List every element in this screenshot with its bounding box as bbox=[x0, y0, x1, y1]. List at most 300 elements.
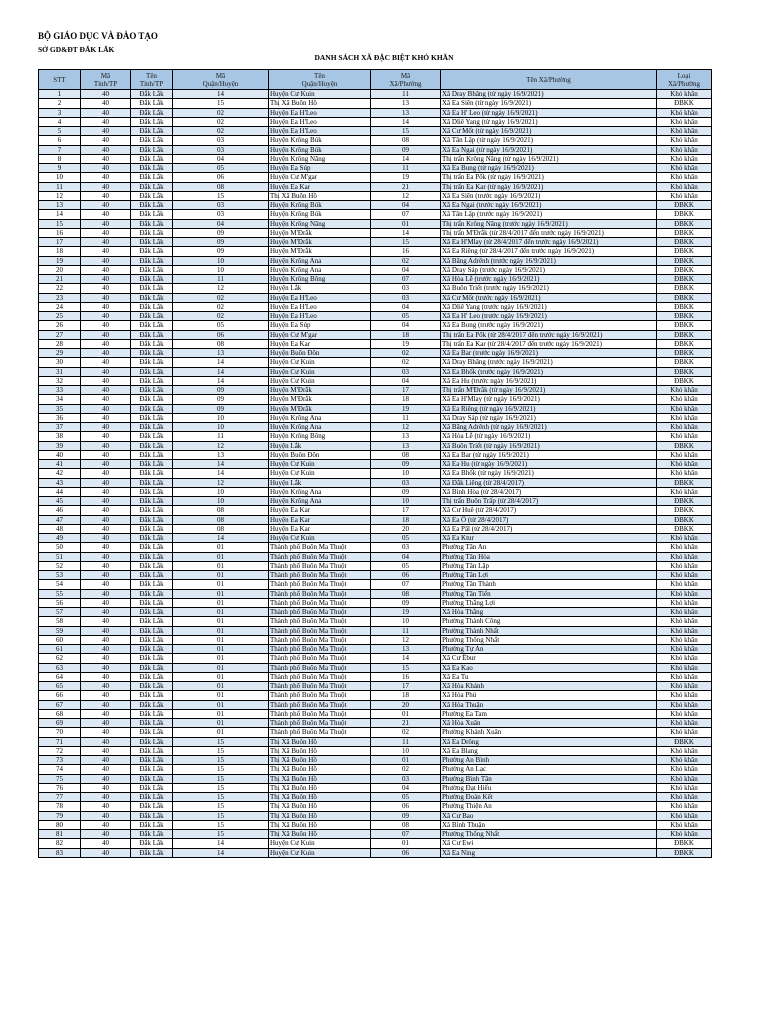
cell-district-name: Thị Xã Buôn Hồ bbox=[269, 737, 371, 746]
cell-district-name: Huyện M'Đrắk bbox=[269, 395, 371, 404]
cell-district-name: Thành phố Buôn Ma Thuột bbox=[269, 543, 371, 552]
cell-province-code: 40 bbox=[81, 830, 131, 839]
cell-province-code: 40 bbox=[81, 515, 131, 524]
cell-district-code: 04 bbox=[173, 154, 269, 163]
table-row bbox=[39, 321, 712, 330]
cell-district-name: Huyện Ea H'Leo bbox=[269, 302, 371, 311]
cell-province-code: 40 bbox=[81, 793, 131, 802]
table-row bbox=[39, 404, 712, 413]
cell-province-name: Đắk Lắk bbox=[131, 450, 173, 459]
cell-district-name: Huyện Krông Năng bbox=[269, 219, 371, 228]
table-row bbox=[39, 293, 712, 302]
table-row bbox=[39, 524, 712, 533]
cell-commune-type: Khó khăn bbox=[657, 487, 712, 496]
cell-stt: 27 bbox=[39, 330, 81, 339]
cell-commune-type: Khó khăn bbox=[657, 645, 712, 654]
cell-commune-type: Khó khăn bbox=[657, 432, 712, 441]
cell-commune-name: Phường Tân Tiến bbox=[441, 589, 657, 598]
cell-district-name: Huyện Ea Súp bbox=[269, 321, 371, 330]
table-row bbox=[39, 238, 712, 247]
table-row bbox=[39, 654, 712, 663]
cell-district-code: 11 bbox=[173, 432, 269, 441]
cell-district-name: Huyện M'Đrắk bbox=[269, 386, 371, 395]
cell-commune-type: Khó khăn bbox=[657, 534, 712, 543]
cell-province-name: Đắk Lắk bbox=[131, 737, 173, 746]
cell-commune-code: 07 bbox=[371, 580, 441, 589]
cell-stt: 21 bbox=[39, 275, 81, 284]
column-header-stt bbox=[39, 70, 81, 90]
cell-district-code: 01 bbox=[173, 700, 269, 709]
table-row bbox=[39, 552, 712, 561]
table-row bbox=[39, 626, 712, 635]
cell-stt: 57 bbox=[39, 608, 81, 617]
cell-commune-type: Khó khăn bbox=[657, 589, 712, 598]
cell-stt: 8 bbox=[39, 154, 81, 163]
cell-commune-name: Xã Hòa Lễ (trước ngày 16/9/2021) bbox=[441, 275, 657, 284]
table-row bbox=[39, 691, 712, 700]
cell-province-name: Đắk Lắk bbox=[131, 228, 173, 237]
column-header-line2: Xã/Phường bbox=[668, 79, 700, 88]
cell-stt: 33 bbox=[39, 386, 81, 395]
table-row bbox=[39, 598, 712, 607]
cell-province-code: 40 bbox=[81, 154, 131, 163]
cell-province-code: 40 bbox=[81, 478, 131, 487]
cell-district-name: Huyện Cư Kuin bbox=[269, 469, 371, 478]
cell-province-code: 40 bbox=[81, 432, 131, 441]
cell-commune-code: 06 bbox=[371, 571, 441, 580]
cell-stt: 79 bbox=[39, 811, 81, 820]
cell-commune-code: 17 bbox=[371, 506, 441, 515]
cell-district-name: Huyện Cư Kuin bbox=[269, 534, 371, 543]
cell-commune-code: 10 bbox=[371, 469, 441, 478]
cell-commune-name: Xã Cư Ewi bbox=[441, 839, 657, 848]
cell-province-code: 40 bbox=[81, 90, 131, 99]
cell-commune-code: 02 bbox=[371, 256, 441, 265]
cell-stt: 22 bbox=[39, 284, 81, 293]
table-row bbox=[39, 349, 712, 358]
cell-province-code: 40 bbox=[81, 709, 131, 718]
cell-province-code: 40 bbox=[81, 321, 131, 330]
cell-district-name: Thành phố Buôn Ma Thuột bbox=[269, 663, 371, 672]
cell-district-name: Thị Xã Buôn Hồ bbox=[269, 830, 371, 839]
cell-commune-name: Xã Cư Huê (từ 28/4/2017) bbox=[441, 506, 657, 515]
cell-district-code: 01 bbox=[173, 543, 269, 552]
cell-province-name: Đắk Lắk bbox=[131, 663, 173, 672]
table-row bbox=[39, 284, 712, 293]
cell-stt: 41 bbox=[39, 460, 81, 469]
cell-district-code: 15 bbox=[173, 191, 269, 200]
cell-district-name: Thị Xã Buôn Hồ bbox=[269, 756, 371, 765]
column-header-district-name bbox=[269, 70, 371, 90]
cell-commune-code: 19 bbox=[371, 404, 441, 413]
table-row bbox=[39, 247, 712, 256]
cell-province-code: 40 bbox=[81, 524, 131, 533]
cell-commune-code: 10 bbox=[371, 497, 441, 506]
cell-district-code: 10 bbox=[173, 256, 269, 265]
cell-commune-name: Xã Ea Siên (trước ngày 16/9/2021) bbox=[441, 191, 657, 200]
cell-stt: 73 bbox=[39, 756, 81, 765]
column-header-line2: Xã/Phường bbox=[389, 79, 422, 88]
cell-province-name: Đắk Lắk bbox=[131, 127, 173, 136]
cell-province-code: 40 bbox=[81, 376, 131, 385]
cell-commune-code: 10 bbox=[371, 746, 441, 755]
cell-province-name: Đắk Lắk bbox=[131, 210, 173, 219]
cell-commune-name: Xã Cư Bao bbox=[441, 811, 657, 820]
cell-province-code: 40 bbox=[81, 626, 131, 635]
cell-district-name: Thành phố Buôn Ma Thuột bbox=[269, 719, 371, 728]
cell-province-code: 40 bbox=[81, 645, 131, 654]
cell-province-code: 40 bbox=[81, 404, 131, 413]
cell-commune-code: 14 bbox=[371, 654, 441, 663]
cell-commune-type: Khó khăn bbox=[657, 561, 712, 570]
cell-district-name: Thị Xã Buôn Hồ bbox=[269, 99, 371, 108]
cell-commune-type: ĐBKK bbox=[657, 376, 712, 385]
cell-commune-code: 03 bbox=[371, 293, 441, 302]
cell-commune-name: Thị trấn M'Đrắk (từ ngày 16/9/2021) bbox=[441, 386, 657, 395]
cell-stt: 65 bbox=[39, 682, 81, 691]
cell-district-name: Thị Xã Buôn Hồ bbox=[269, 811, 371, 820]
cell-province-name: Đắk Lắk bbox=[131, 219, 173, 228]
cell-stt: 39 bbox=[39, 441, 81, 450]
cell-commune-type: ĐBKK bbox=[657, 848, 712, 857]
cell-commune-name: Xã Ea Ning bbox=[441, 848, 657, 857]
cell-commune-name: Phường Thiện An bbox=[441, 802, 657, 811]
cell-commune-name: Xã Ea Bar (trước ngày 16/9/2021) bbox=[441, 349, 657, 358]
cell-stt: 9 bbox=[39, 164, 81, 173]
cell-province-name: Đắk Lắk bbox=[131, 108, 173, 117]
cell-province-code: 40 bbox=[81, 802, 131, 811]
cell-district-code: 02 bbox=[173, 127, 269, 136]
cell-stt: 37 bbox=[39, 423, 81, 432]
cell-commune-code: 21 bbox=[371, 719, 441, 728]
cell-province-name: Đắk Lắk bbox=[131, 543, 173, 552]
cell-district-code: 02 bbox=[173, 108, 269, 117]
cell-commune-type: ĐBKK bbox=[657, 497, 712, 506]
table-row bbox=[39, 830, 712, 839]
cell-stt: 46 bbox=[39, 506, 81, 515]
cell-province-name: Đắk Lắk bbox=[131, 793, 173, 802]
cell-province-name: Đắk Lắk bbox=[131, 848, 173, 857]
cell-district-code: 01 bbox=[173, 663, 269, 672]
cell-commune-name: Xã Hòa Phú bbox=[441, 691, 657, 700]
cell-province-name: Đắk Lắk bbox=[131, 367, 173, 376]
cell-district-name: Huyện Krông Bông bbox=[269, 275, 371, 284]
cell-commune-name: Xã Dray Bhăng (từ ngày 16/9/2021) bbox=[441, 90, 657, 99]
cell-district-name: Huyện Krông Ana bbox=[269, 497, 371, 506]
column-header-commune-code bbox=[371, 70, 441, 90]
cell-province-name: Đắk Lắk bbox=[131, 201, 173, 210]
cell-district-code: 14 bbox=[173, 534, 269, 543]
table-row bbox=[39, 487, 712, 496]
cell-province-name: Đắk Lắk bbox=[131, 173, 173, 182]
cell-province-name: Đắk Lắk bbox=[131, 136, 173, 145]
column-header-commune-type bbox=[657, 70, 712, 90]
cell-province-code: 40 bbox=[81, 395, 131, 404]
cell-district-name: Huyện M'Đrắk bbox=[269, 247, 371, 256]
cell-commune-name: Thị trấn M'Đrắk (từ 28/4/2017 đến trước ngày 16/9/2021) bbox=[441, 228, 657, 237]
cell-province-code: 40 bbox=[81, 756, 131, 765]
cell-province-code: 40 bbox=[81, 173, 131, 182]
cell-commune-type: Khó khăn bbox=[657, 719, 712, 728]
cell-stt: 5 bbox=[39, 127, 81, 136]
cell-province-code: 40 bbox=[81, 765, 131, 774]
cell-district-code: 15 bbox=[173, 811, 269, 820]
cell-commune-name: Thị trấn Ea Pốk (từ ngày 16/9/2021) bbox=[441, 173, 657, 182]
cell-district-name: Huyện Krông Búk bbox=[269, 210, 371, 219]
cell-district-code: 15 bbox=[173, 756, 269, 765]
cell-commune-code: 02 bbox=[371, 358, 441, 367]
table-row bbox=[39, 386, 712, 395]
table-row bbox=[39, 561, 712, 570]
cell-commune-code: 09 bbox=[371, 487, 441, 496]
table-row bbox=[39, 515, 712, 524]
cell-district-code: 14 bbox=[173, 376, 269, 385]
cell-province-code: 40 bbox=[81, 413, 131, 422]
table-row bbox=[39, 497, 712, 506]
column-header-line1: Tên bbox=[314, 71, 325, 80]
cell-province-code: 40 bbox=[81, 608, 131, 617]
cell-stt: 4 bbox=[39, 117, 81, 126]
cell-commune-code: 07 bbox=[371, 210, 441, 219]
cell-district-name: Thị Xã Buôn Hồ bbox=[269, 774, 371, 783]
cell-commune-name: Phường Tân Lập bbox=[441, 561, 657, 570]
column-header-province-name bbox=[131, 70, 173, 90]
cell-district-name: Thành phố Buôn Ma Thuột bbox=[269, 691, 371, 700]
cell-stt: 81 bbox=[39, 830, 81, 839]
cell-province-name: Đắk Lắk bbox=[131, 404, 173, 413]
cell-commune-code: 15 bbox=[371, 127, 441, 136]
cell-province-code: 40 bbox=[81, 182, 131, 191]
cell-province-code: 40 bbox=[81, 293, 131, 302]
column-header-line1: Mã bbox=[400, 71, 411, 80]
cell-province-name: Đắk Lắk bbox=[131, 682, 173, 691]
cell-province-code: 40 bbox=[81, 312, 131, 321]
cell-commune-type: Khó khăn bbox=[657, 830, 712, 839]
cell-commune-type: Khó khăn bbox=[657, 450, 712, 459]
column-header-line1: Mã bbox=[215, 71, 226, 80]
table-row bbox=[39, 469, 712, 478]
cell-commune-name: Phường Đoàn Kết bbox=[441, 793, 657, 802]
cell-district-code: 05 bbox=[173, 321, 269, 330]
cell-province-name: Đắk Lắk bbox=[131, 321, 173, 330]
cell-commune-code: 21 bbox=[371, 182, 441, 191]
cell-district-name: Huyện Ea H'Leo bbox=[269, 127, 371, 136]
cell-commune-type: Khó khăn bbox=[657, 395, 712, 404]
cell-commune-code: 14 bbox=[371, 117, 441, 126]
cell-province-name: Đắk Lắk bbox=[131, 534, 173, 543]
cell-commune-type: Khó khăn bbox=[657, 543, 712, 552]
cell-district-code: 10 bbox=[173, 413, 269, 422]
cell-district-code: 03 bbox=[173, 145, 269, 154]
cell-commune-type: ĐBKK bbox=[657, 524, 712, 533]
cell-province-code: 40 bbox=[81, 719, 131, 728]
cell-stt: 51 bbox=[39, 552, 81, 561]
table-row bbox=[39, 765, 712, 774]
cell-province-code: 40 bbox=[81, 534, 131, 543]
column-header-line1: Loại bbox=[677, 71, 691, 80]
table-row bbox=[39, 617, 712, 626]
cell-commune-type: Khó khăn bbox=[657, 173, 712, 182]
cell-province-name: Đắk Lắk bbox=[131, 598, 173, 607]
cell-province-name: Đắk Lắk bbox=[131, 117, 173, 126]
cell-commune-name: Xã Buôn Triết (trước ngày 16/9/2021) bbox=[441, 284, 657, 293]
cell-province-code: 40 bbox=[81, 386, 131, 395]
cell-district-name: Huyện Krông Búk bbox=[269, 145, 371, 154]
cell-commune-type: Khó khăn bbox=[657, 811, 712, 820]
cell-commune-type: Khó khăn bbox=[657, 127, 712, 136]
cell-province-code: 40 bbox=[81, 848, 131, 857]
cell-district-code: 08 bbox=[173, 515, 269, 524]
table-body bbox=[39, 90, 712, 858]
cell-province-code: 40 bbox=[81, 728, 131, 737]
cell-province-name: Đắk Lắk bbox=[131, 284, 173, 293]
cell-stt: 64 bbox=[39, 672, 81, 681]
cell-commune-name: Phường Tự An bbox=[441, 645, 657, 654]
table-row bbox=[39, 108, 712, 117]
cell-commune-name: Phường Khánh Xuân bbox=[441, 728, 657, 737]
cell-commune-code: 06 bbox=[371, 848, 441, 857]
cell-province-name: Đắk Lắk bbox=[131, 386, 173, 395]
cell-commune-type: Khó khăn bbox=[657, 552, 712, 561]
cell-stt: 30 bbox=[39, 358, 81, 367]
cell-province-name: Đắk Lắk bbox=[131, 99, 173, 108]
cell-stt: 66 bbox=[39, 691, 81, 700]
cell-stt: 75 bbox=[39, 774, 81, 783]
cell-province-name: Đắk Lắk bbox=[131, 432, 173, 441]
cell-commune-type: Khó khăn bbox=[657, 783, 712, 792]
cell-district-code: 12 bbox=[173, 441, 269, 450]
cell-commune-type: Khó khăn bbox=[657, 164, 712, 173]
cell-district-name: Huyện Krông Búk bbox=[269, 201, 371, 210]
cell-stt: 54 bbox=[39, 580, 81, 589]
cell-province-code: 40 bbox=[81, 811, 131, 820]
cell-province-code: 40 bbox=[81, 450, 131, 459]
cell-province-code: 40 bbox=[81, 589, 131, 598]
cell-district-code: 01 bbox=[173, 645, 269, 654]
cell-district-code: 01 bbox=[173, 589, 269, 598]
table-row bbox=[39, 543, 712, 552]
cell-commune-type: Khó khăn bbox=[657, 802, 712, 811]
table-row bbox=[39, 811, 712, 820]
cell-stt: 36 bbox=[39, 413, 81, 422]
cell-commune-code: 12 bbox=[371, 423, 441, 432]
cell-province-name: Đắk Lắk bbox=[131, 709, 173, 718]
cell-commune-name: Xã Ea Bung (từ ngày 16/9/2021) bbox=[441, 164, 657, 173]
column-header-line2: Quận/Huyện bbox=[301, 79, 338, 88]
table-row bbox=[39, 275, 712, 284]
cell-district-name: Huyện M'Đrắk bbox=[269, 238, 371, 247]
cell-province-name: Đắk Lắk bbox=[131, 728, 173, 737]
cell-district-name: Thành phố Buôn Ma Thuột bbox=[269, 626, 371, 635]
cell-stt: 32 bbox=[39, 376, 81, 385]
table-row bbox=[39, 672, 712, 681]
cell-commune-type: ĐBKK bbox=[657, 99, 712, 108]
table-row bbox=[39, 746, 712, 755]
cell-province-code: 40 bbox=[81, 247, 131, 256]
cell-commune-type: Khó khăn bbox=[657, 386, 712, 395]
cell-province-code: 40 bbox=[81, 552, 131, 561]
cell-commune-code: 04 bbox=[371, 201, 441, 210]
cell-province-name: Đắk Lắk bbox=[131, 441, 173, 450]
cell-district-code: 14 bbox=[173, 469, 269, 478]
cell-district-code: 01 bbox=[173, 552, 269, 561]
cell-province-code: 40 bbox=[81, 839, 131, 848]
cell-commune-code: 04 bbox=[371, 783, 441, 792]
cell-district-name: Huyện Cư Kuin bbox=[269, 90, 371, 99]
cell-province-code: 40 bbox=[81, 99, 131, 108]
cell-province-code: 40 bbox=[81, 136, 131, 145]
cell-commune-name: Xã Ea Hu (trước ngày 16/9/2021) bbox=[441, 376, 657, 385]
cell-stt: 59 bbox=[39, 626, 81, 635]
cell-commune-type: Khó khăn bbox=[657, 700, 712, 709]
cell-stt: 56 bbox=[39, 598, 81, 607]
table-row bbox=[39, 117, 712, 126]
table-row bbox=[39, 173, 712, 182]
cell-commune-type: ĐBKK bbox=[657, 219, 712, 228]
cell-commune-type: ĐBKK bbox=[657, 506, 712, 515]
cell-commune-name: Xã Ea H' Leo (từ ngày 16/9/2021) bbox=[441, 108, 657, 117]
table-row bbox=[39, 376, 712, 385]
cell-commune-name: Xã Hòa Lễ (từ ngày 16/9/2021) bbox=[441, 432, 657, 441]
cell-district-name: Huyện Ea H'Leo bbox=[269, 117, 371, 126]
cell-commune-code: 15 bbox=[371, 238, 441, 247]
cell-district-code: 02 bbox=[173, 117, 269, 126]
cell-province-name: Đắk Lắk bbox=[131, 312, 173, 321]
cell-province-code: 40 bbox=[81, 460, 131, 469]
cell-province-code: 40 bbox=[81, 265, 131, 274]
cell-commune-code: 01 bbox=[371, 219, 441, 228]
cell-district-name: Huyện Ea H'Leo bbox=[269, 312, 371, 321]
cell-province-name: Đắk Lắk bbox=[131, 497, 173, 506]
cell-district-name: Huyện Ea Kar bbox=[269, 515, 371, 524]
cell-province-name: Đắk Lắk bbox=[131, 460, 173, 469]
cell-province-code: 40 bbox=[81, 164, 131, 173]
cell-province-name: Đắk Lắk bbox=[131, 700, 173, 709]
cell-district-name: Thành phố Buôn Ma Thuột bbox=[269, 682, 371, 691]
cell-commune-name: Thị trấn Ea Kar (từ 28/4/2017 đến trước ngày 16/9/2021) bbox=[441, 339, 657, 348]
table-row bbox=[39, 645, 712, 654]
cell-commune-name: Xã Ea Siên (từ ngày 16/9/2021) bbox=[441, 99, 657, 108]
cell-commune-code: 02 bbox=[371, 728, 441, 737]
cell-commune-name: Xã Ea Ktur bbox=[441, 534, 657, 543]
cell-commune-name: Xã Ea Kao bbox=[441, 663, 657, 672]
cell-stt: 68 bbox=[39, 709, 81, 718]
cell-commune-name: Xã Ea Ô (từ 28/4/2017) bbox=[441, 515, 657, 524]
cell-commune-name: Xã Ea Păl (từ 28/4/2017) bbox=[441, 524, 657, 533]
cell-stt: 61 bbox=[39, 645, 81, 654]
cell-district-code: 06 bbox=[173, 173, 269, 182]
cell-commune-type: ĐBKK bbox=[657, 210, 712, 219]
cell-commune-name: Xã Dliê Yang (từ ngày 16/9/2021) bbox=[441, 117, 657, 126]
cell-stt: 82 bbox=[39, 839, 81, 848]
cell-commune-code: 01 bbox=[371, 839, 441, 848]
cell-stt: 12 bbox=[39, 191, 81, 200]
cell-district-name: Thị Xã Buôn Hồ bbox=[269, 191, 371, 200]
table-row bbox=[39, 608, 712, 617]
cell-commune-type: Khó khăn bbox=[657, 90, 712, 99]
cell-district-code: 01 bbox=[173, 709, 269, 718]
cell-commune-type: Khó khăn bbox=[657, 423, 712, 432]
cell-district-name: Thành phố Buôn Ma Thuột bbox=[269, 571, 371, 580]
cell-province-code: 40 bbox=[81, 543, 131, 552]
cell-commune-name: Phường Thắng Lợi bbox=[441, 598, 657, 607]
cell-district-name: Huyện Krông Búk bbox=[269, 136, 371, 145]
cell-district-code: 01 bbox=[173, 672, 269, 681]
cell-province-name: Đắk Lắk bbox=[131, 293, 173, 302]
table-row bbox=[39, 191, 712, 200]
cell-commune-type: ĐBKK bbox=[657, 358, 712, 367]
cell-commune-type: Khó khăn bbox=[657, 654, 712, 663]
